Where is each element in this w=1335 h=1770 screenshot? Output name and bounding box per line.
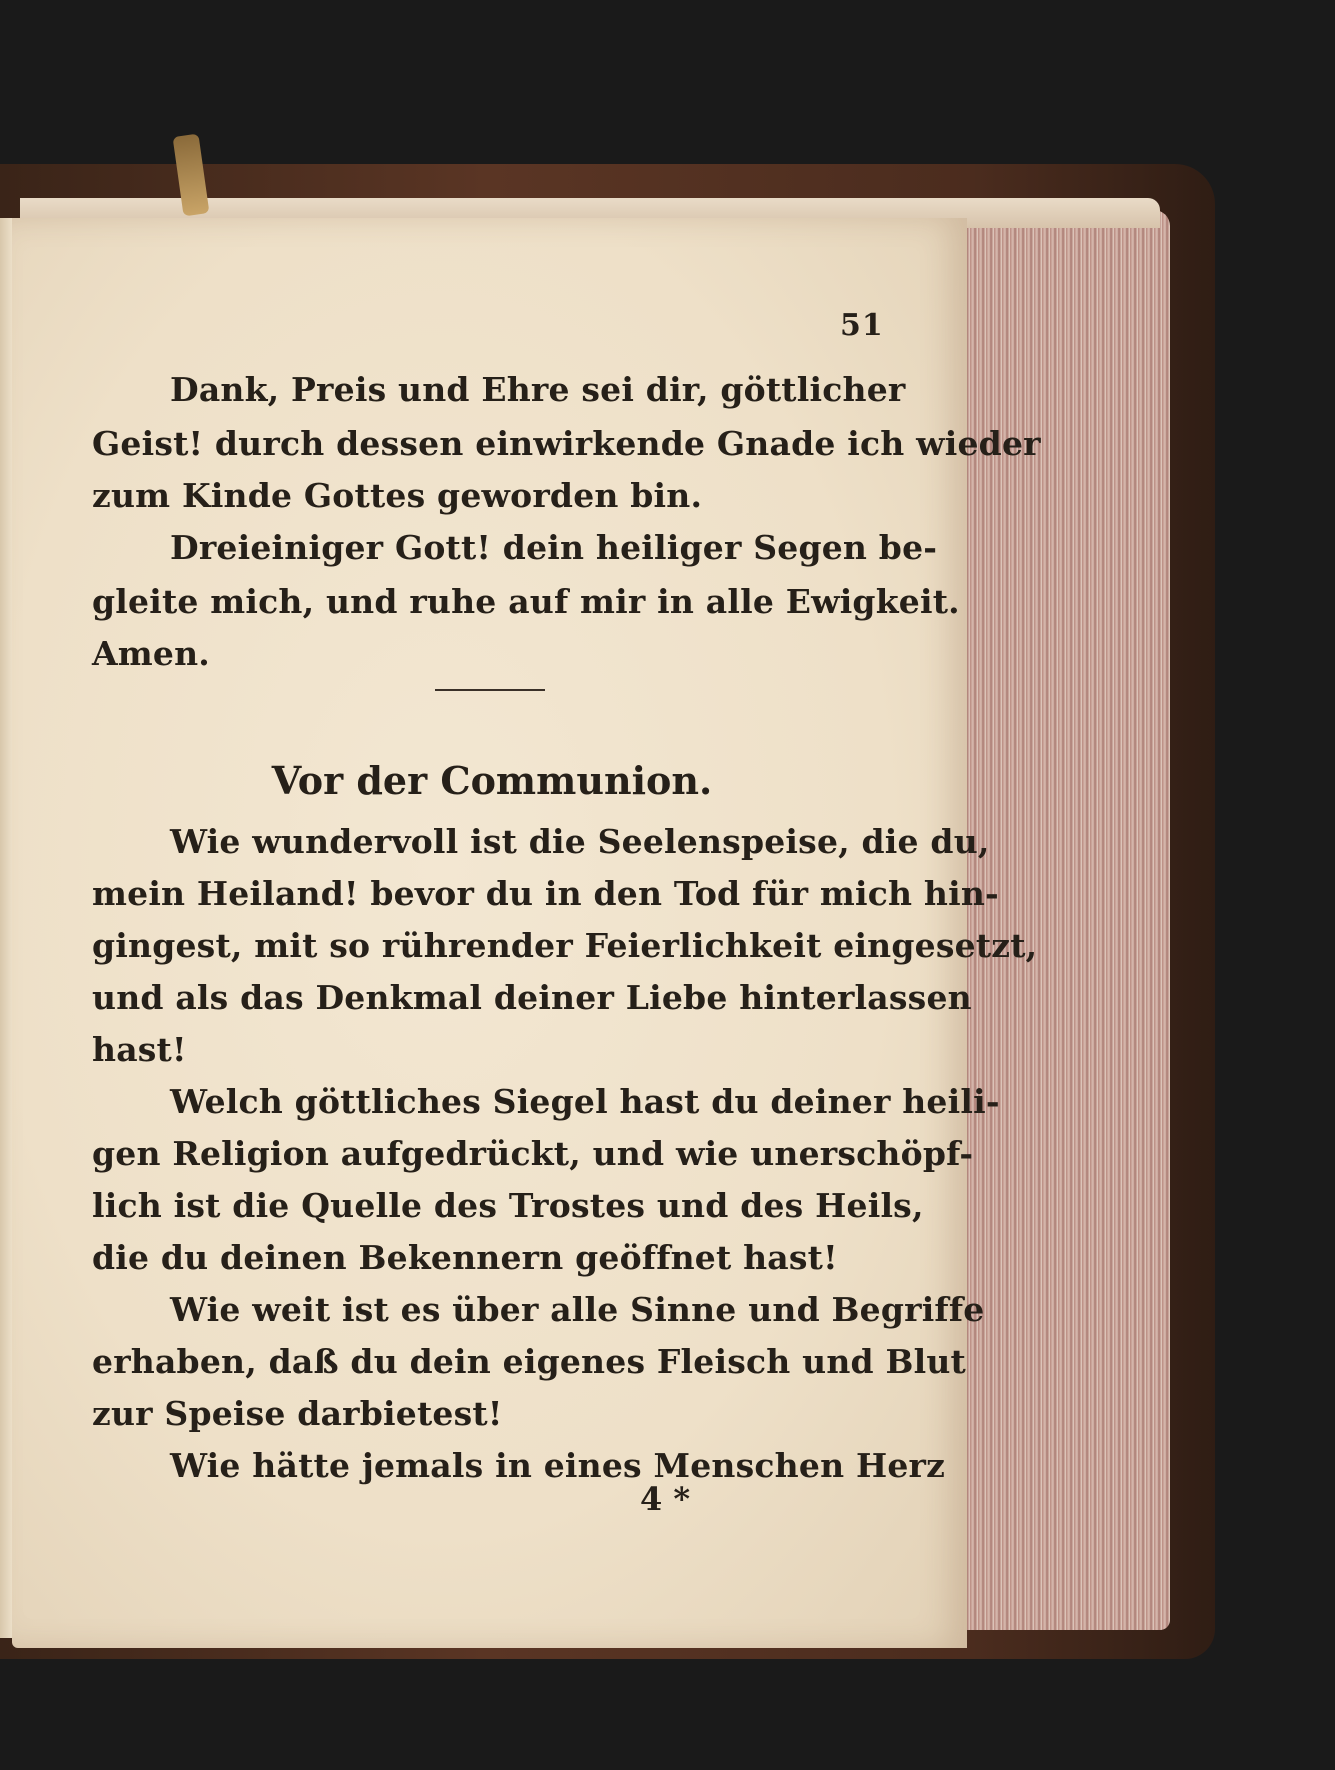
text-line: Wie hätte jemals in eines Menschen Herz — [170, 1446, 946, 1485]
page-number: 51 — [840, 308, 884, 343]
text-line: gingest, mit so rührender Feierlichkeit eingesetzt, — [92, 926, 1038, 965]
text-line: erhaben, daß du dein eigenes Fleisch und Blut — [92, 1342, 966, 1381]
text-line: lich ist die Quelle des Trostes und des Heils, — [92, 1186, 924, 1225]
text-line: Dank, Preis und Ehre sei dir, göttlicher — [170, 370, 906, 409]
text-line: Wie wundervoll ist die Seelenspeise, die du, — [170, 822, 990, 861]
text-line: die du deinen Bekennern geöffnet hast! — [92, 1238, 838, 1277]
text-line: Welch göttliches Siegel hast du deiner heili- — [170, 1082, 1000, 1121]
text-line: Geist! durch dessen einwirkende Gnade ich wieder — [92, 424, 1041, 463]
text-line: hast! — [92, 1030, 187, 1069]
text-line: Wie weit ist es über alle Sinne und Begriffe — [170, 1290, 985, 1329]
text-line: zur Speise darbietest! — [92, 1394, 503, 1433]
signature-mark: 4 * — [640, 1480, 691, 1518]
text-line: gleite mich, und ruhe auf mir in alle Ewigkeit. — [92, 582, 960, 621]
text-line: Amen. — [92, 634, 210, 673]
section-heading: Vor der Communion. — [271, 758, 713, 803]
text-line: zum Kinde Gottes geworden bin. — [92, 476, 703, 515]
section-divider — [435, 689, 545, 691]
text-line: Dreieiniger Gott! dein heiliger Segen be- — [170, 528, 938, 567]
text-line: und als das Denkmal deiner Liebe hinterlassen — [92, 978, 972, 1017]
text-line: mein Heiland! bevor du in den Tod für mich hin- — [92, 874, 999, 913]
text-line: gen Religion aufgedrückt, und wie unerschöpf- — [92, 1134, 974, 1173]
